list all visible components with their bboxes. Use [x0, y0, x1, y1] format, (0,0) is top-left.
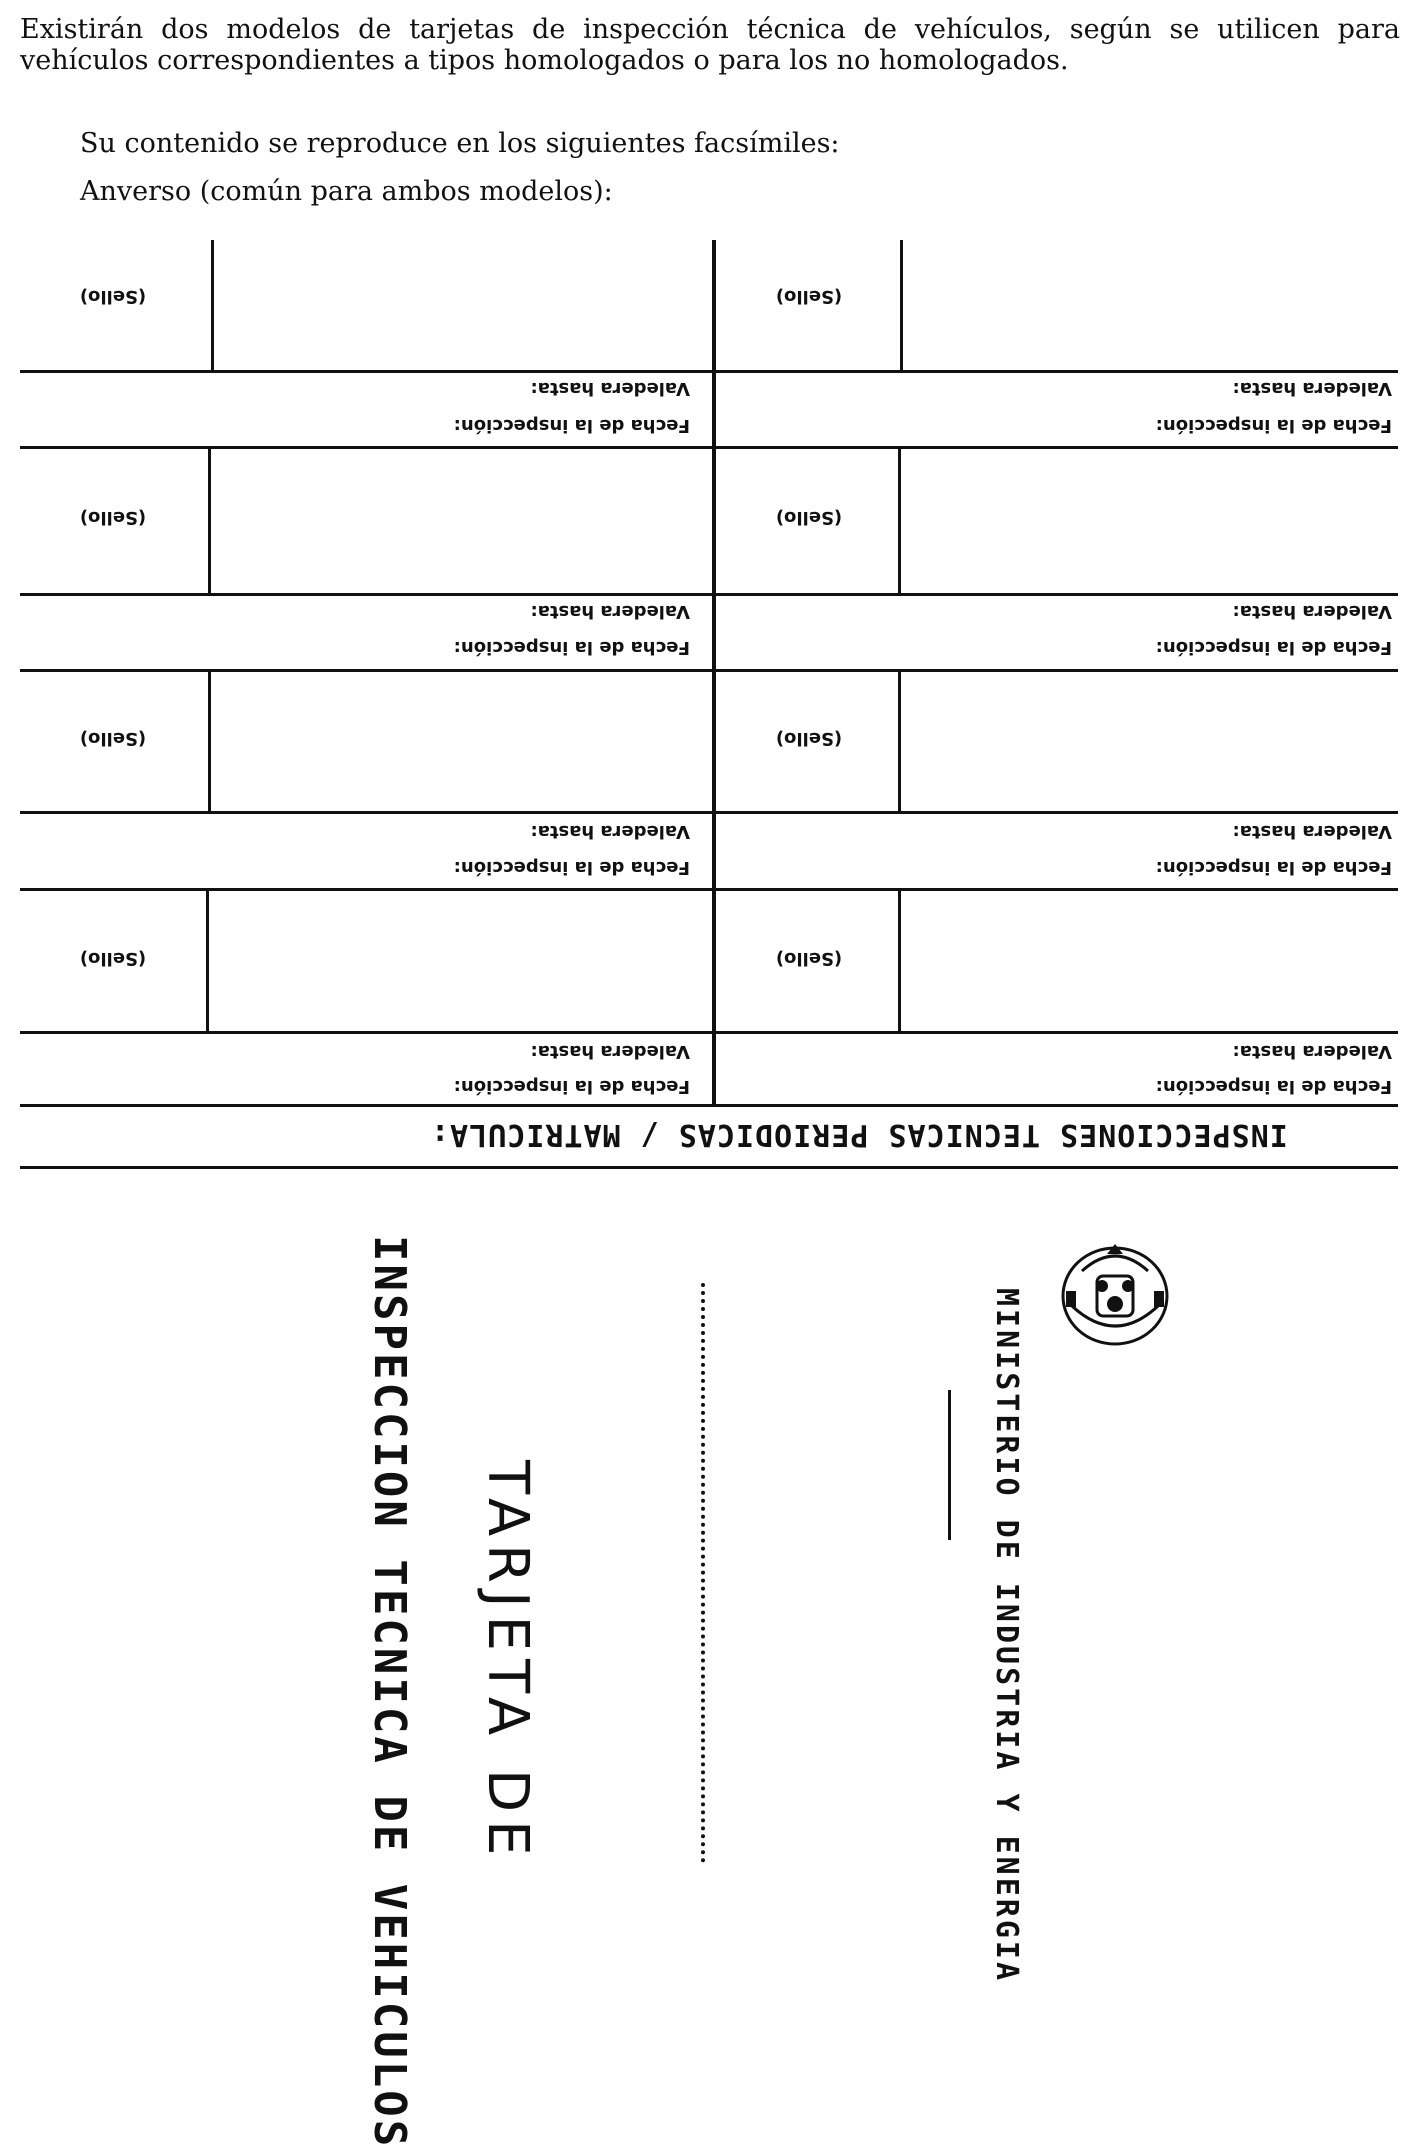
sello-label: (Sello)	[79, 286, 147, 307]
sello-divider	[206, 891, 209, 1031]
grid-rule	[20, 1166, 1398, 1169]
grid-rule	[20, 888, 1398, 891]
grid-rule	[20, 370, 1398, 373]
sello-label: (Sello)	[79, 948, 147, 969]
sello-label: (Sello)	[775, 948, 843, 969]
sello-label: (Sello)	[79, 728, 147, 749]
grid-rule	[20, 811, 1398, 814]
sello-divider	[208, 672, 211, 811]
valedera-label: Valedera hasta:	[1232, 601, 1392, 622]
sello-divider	[208, 449, 211, 593]
fecha-label: Fecha de la inspección:	[1155, 637, 1392, 658]
valedera-label: Valedera hasta:	[1232, 1041, 1392, 1062]
sello-divider	[211, 240, 214, 370]
grid-rule	[20, 1104, 1398, 1107]
grid-rule	[20, 446, 1398, 449]
valedera-label: Valedera hasta:	[530, 821, 690, 842]
sello-label: (Sello)	[775, 507, 843, 528]
grid-rule	[20, 593, 1398, 596]
contenido-line: Su contenido se reproduce en los siguientes facsímiles:	[80, 128, 840, 159]
grid-title: INSPECCIONES TECNICAS PERIODICAS / MATRICULA:	[430, 1117, 1288, 1152]
fecha-label: Fecha de la inspección:	[453, 415, 690, 436]
coat-of-arms-icon	[1052, 1236, 1178, 1354]
sello-label: (Sello)	[775, 728, 843, 749]
sello-divider	[898, 891, 901, 1031]
anverso-line: Anverso (común para ambos modelos):	[80, 176, 613, 207]
sello-divider	[900, 240, 903, 370]
valedera-label: Valedera hasta:	[530, 378, 690, 399]
sello-label: (Sello)	[775, 286, 843, 307]
fecha-label: Fecha de la inspección:	[1155, 415, 1392, 436]
grid-rule	[20, 1031, 1398, 1034]
sello-divider	[898, 449, 901, 593]
intro-paragraph: Existirán dos modelos de tarjetas de inspección técnica de vehículos, según se utilicen para vehículos correspondientes a tipos homologados o para los no homologados.	[20, 14, 1400, 76]
fecha-label: Fecha de la inspección:	[1155, 857, 1392, 878]
valedera-label: Valedera hasta:	[530, 601, 690, 622]
valedera-label: Valedera hasta:	[530, 1041, 690, 1062]
sello-divider	[898, 672, 901, 811]
signature-line	[701, 1283, 705, 1863]
fecha-label: Fecha de la inspección:	[453, 637, 690, 658]
grid-rule	[20, 669, 1398, 672]
ministerio-heading: MINISTERIO DE INDUSTRIA Y ENERGIA	[989, 1288, 1024, 1984]
tarjeta-heading: TARJETA DE	[475, 1460, 540, 1864]
fecha-label: Fecha de la inspección:	[453, 857, 690, 878]
valedera-label: Valedera hasta:	[1232, 821, 1392, 842]
cover-divider	[948, 1390, 951, 1540]
fecha-label: Fecha de la inspección:	[1155, 1076, 1392, 1097]
fecha-label: Fecha de la inspección:	[453, 1076, 690, 1097]
sello-label: (Sello)	[79, 507, 147, 528]
inspeccion-heading: INSPECCION TECNICA DE VEHICULOS	[364, 1235, 415, 2149]
valedera-label: Valedera hasta:	[1232, 378, 1392, 399]
